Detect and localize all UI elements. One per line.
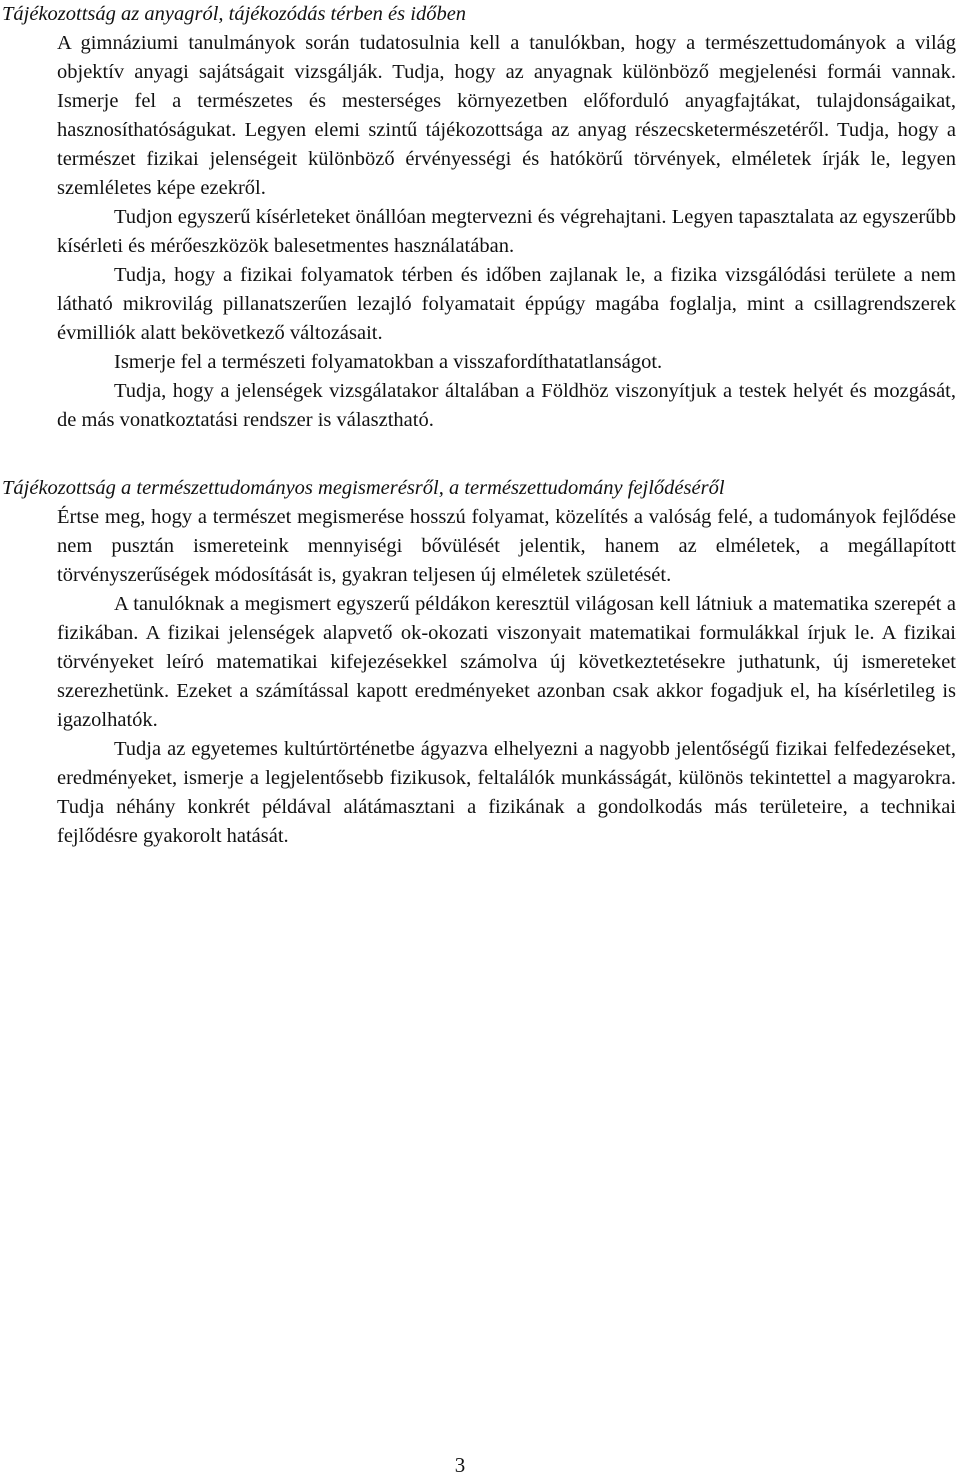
paragraph: Értse meg, hogy a természet megismerése hosszú folyamat, közelítés a valóság felé, a tudományok fejlődése nem pusztán ismereteink mennyiségi bővülését jelentik, hanem az elméletek, a megállapított törvényszerűségek módosítását is, gyakran teljesen új elméletek születését.	[57, 506, 956, 586]
paragraph: Tudjon egyszerű kísérleteket önállóan megtervezni és végrehajtani. Legyen tapasztalata az egyszerűbb kísérleti és mérőeszközök balesetmentes használatában.	[57, 206, 956, 257]
section-megismeres-fejlodes	[0, 474, 958, 851]
paragraph: A gimnáziumi tanulmányok során tudatosulnia kell a tanulókban, hogy a természettudományok a világ objektív anyagi sajátságait vizsgálják. Tudja, hogy az anyagnak különböző megjelenési formái vannak. Ismerje fel a természetes és mesterséges környezetben előforduló anyagfajtákat, tulajdonságaikat, hasznosíthatóságukat. Legyen elemi szintű tájékozottsága az anyag részecsketermészetéről. Tudja, hogy a természet fizikai jelenségeit különböző érvényességi és hatókörű törvények, elméletek írják le, legyen szemléletes képe ezekről.	[57, 32, 956, 199]
paragraph: Ismerje fel a természeti folyamatokban a visszafordíthatatlanságot.	[114, 351, 663, 373]
section-anyag-ter-ido	[0, 0, 958, 435]
paragraph: A tanulóknak a megismert egyszerű példákon keresztül világosan kell látniuk a matematika szerepét a fizikában. A fizikai jelenségek alapvető ok-okozati viszonyait matematikai formulákkal írjuk le. A fizikai törvényeket leíró matematikai kifejezésekkel számolva új következtetésekre juthatunk, új ismereteket szerezhetünk. Ezeket a számítással kapott eredményeket azonban csak akkor fogadjuk el, ha kísérletileg is igazolhatók.	[57, 593, 956, 731]
paragraph: Tudja az egyetemes kultúrtörténetbe ágyazva elhelyezni a nagyobb jelentőségű fizikai felfedezéseket, eredményeket, ismerje a legjelentősebb fizikusok, feltalálók munkásságát, különös tekintettel a magyarokra. Tudja néhány konkrét példával alátámasztani a fizikának a gondolkodás más területeire, a technikai fejlődésre gyakorolt hatását.	[57, 738, 956, 847]
paragraph: Tudja, hogy a fizikai folyamatok térben és időben zajlanak le, a fizika vizsgálódási területe a nem látható mikrovilág pillanatszerűen lezajló folyamatait éppúgy magába foglalja, mint a csillagrendszerek évmilliók alatt bekövetkező változásait.	[57, 264, 956, 344]
section-body	[0, 29, 958, 435]
section-heading: Tájékozottság az anyagról, tájékozódás térben és időben	[2, 3, 467, 25]
section-heading: Tájékozottság a természettudományos megismerésről, a természettudomány fejlődéséről	[2, 477, 725, 499]
section-body	[0, 503, 958, 851]
page-number: 3	[454, 1453, 466, 1477]
paragraph: Tudja, hogy a jelenségek vizsgálatakor általában a Földhöz viszonyítjuk a testek helyét és mozgását, de más vonatkoztatási rendszer is választható.	[57, 380, 956, 431]
